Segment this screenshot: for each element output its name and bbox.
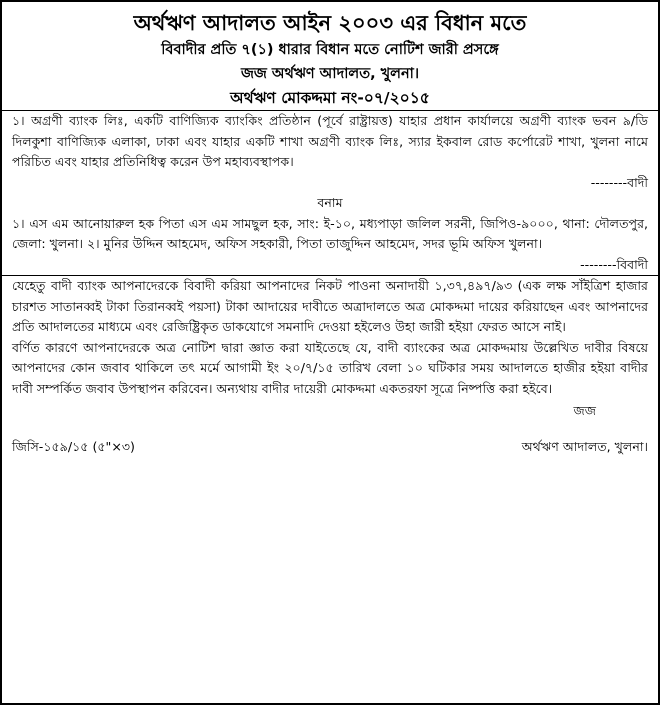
signature-block (12, 399, 648, 461)
notice-title: অর্থঋণ আদালত আইন ২০০৩ এর বিধান মতে (133, 11, 527, 35)
notice-subtitle: বিবাদীর প্রতি ৭(১) ধারার বিধান মতে নোটিশ জারী প্রসঙ্গে (161, 42, 499, 58)
court-signature: অর্থঋণ আদালত, খুলনা। (521, 439, 648, 454)
memo-number: জিসি-১৫৯/১৫ (৫"×৩) (12, 439, 135, 454)
defendant-description: ১। এস এম আনোয়ারুল হক পিতা এস এম সামছুল হক, সাং: ই-১০, মধ্যপাড়া জলিল সরনী, জিপিও-৯০০০, থানা: দৌলতপুর, জেলা: খুলনা। ২। মুনির উদ্দিন আহমেদ, অফিস সহকারী, পিতা তাজুদ্দিন আহমেদ, সদর ভূমি অফিস খুলনা। (12, 215, 648, 251)
plaintiff-description: ১। অগ্রণী ব্যাংক লিঃ, একটি বাণিজ্যিক ব্যাংকিং প্রতিষ্ঠান (পূর্বে রাষ্ট্রায়ত্ত) যাহার প্রধান কার্যালয়ে অগ্রণী ব্যাংক ভবন ৯/ডি দিলকুশা বাণিজ্যিক এলাকা, ঢাকা এবং যাহার একটি শাখা অগ্রণী ব্যাংক লিঃ, স্যার ইকবাল রোড কর্পোরেট শাখা, খুলনা নামে পরিচিত এবং যাহার প্রতিনিধিত্ব করেন উপ মহাব্যবস্থাপক। (12, 113, 648, 169)
versus-label: বনাম (317, 195, 343, 210)
notice-body-paragraph-2: বর্ণিত কারণে আপনাদেরকে অত্র নোটিশ দ্বারা জ্ঞাত করা যাইতেছে যে, বাদী ব্যাংকের অত্র মোকদ্দমায় উল্লেখিত দাবীর বিষয়ে আপনাদের কোন জবাব থাকিলে তৎ মর্মে আগামী ইং ২০/৭/১৫ তারিখ বেলা ১০ ঘটিকার সময় আদালতে হাজীর হইয়া বাদীর দাবী সম্পর্কিত জবাব উপস্থাপন করিবেন। অন্যথায় বাদীর দায়েরী মোকদ্দমা একতরফা সূত্রে নিষ্পত্তি করা হইবে। (12, 339, 648, 396)
judge-label: জজ (573, 403, 596, 418)
plaintiff-label: --------বাদী (590, 174, 648, 190)
defendant-label: --------বিবাদী (580, 256, 648, 272)
case-number: অর্থঋণ মোকদ্দমা নং-০৭/২০১৫ (230, 89, 430, 107)
notice-body-paragraph-1: যেহেতু বাদী ব্যাংক আপনাদেরকে বিবাদী করিয়া আপনাদের নিকট পাওনা অনাদায়ী ১,৩৭,৪৯৭/৯৩ (এক লক্ষ সাঁইত্রিশ হাজার চারশত সাতানব্বই টাকা তিরানব্বই পয়সা) টাকা আদায়ের দাবীতে অত্রাদালতে অত্র মোকদ্দমা দায়ের করিয়াছেন এবং আপনাদের প্রতি আদালতের মাধ্যমে এবং রেজিষ্ট্রিকৃত ডাকযোগে সমনাদি দেওয়া হইলেও উহা জারী হইয়া ফেরত আসে নাই। (12, 278, 648, 334)
court-name: জজ অর্থঋণ আদালত, খুলনা। (240, 66, 420, 82)
